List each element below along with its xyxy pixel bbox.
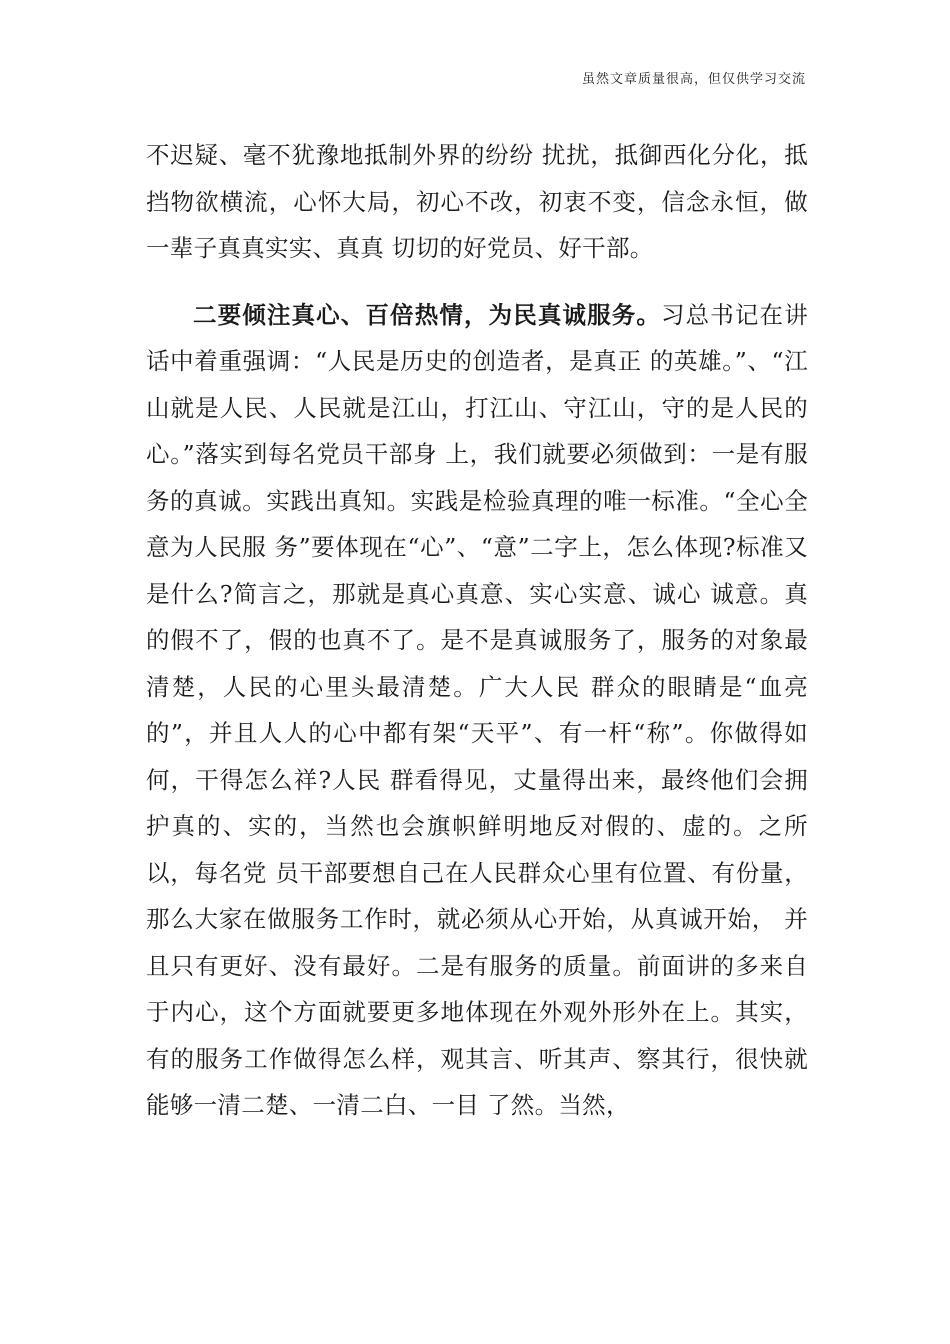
paragraph-2	[146, 292, 808, 1129]
paragraph-2-lead: 二要倾注真心、百倍热情，为民真诚服务。	[193, 300, 662, 329]
paragraph-1-text: 不迟疑、毫不犹豫地抵制外界的纷纷 扰扰，抵御西化分化，抵挡物欲横流，心怀大局，初心不改，初衷不变，信念永恒，做一辈子真真实实、真真 切切的好党员、好干部。	[146, 141, 808, 262]
document-body	[146, 132, 808, 1129]
paragraph-2-text: 习总书记在讲话中着重强调：“人民是历史的创造者，是真正 的英雄。”、“江山就是人民、人民就是江山，打江山、守江山，守的是人民的心。”落实到每名党员干部身 上，我们就要必须做到：一是有服务的真诚。实践出真知。实践是检验真理的唯一标准。“全心全意为人民服 务”要体现在“心”、“意”二字上，怎么体现?标准又是什么?简言之，那就是真心真意、实心实意、诚心 诚意。真的假不了，假的也真不了。是不是真诚服务了，服务的对象最清楚，人民的心里头最清楚。广大人民 群众的眼睛是“血亮的”，并且人人的心中都有架“天平”、有一杆“称”。你做得如何，干得怎么祥?人民 群看得见，丈量得出来，最终他们会拥护真的、实的，当然也会旗帜鲜明地反对假的、虚的。之所以，每名党 员干部要想自己在人民群众心里有位置、有份量，那么大家在做服务工作时，就必须从心开始，从真诚开始， 并且只有更好、没有最好。二是有服务的质量。前面讲的多来自于内心，这个方面就要更多地体现在外观外形外在上。其实，有的服务工作做得怎么样，观其言、听其声、察其行，很快就能够一清二楚、一清二白、一目 了然。当然，	[146, 300, 809, 1119]
page-header-note: 虽然文章质量很高，但仅供学习交流	[581, 72, 806, 87]
paragraph-1	[146, 132, 808, 272]
